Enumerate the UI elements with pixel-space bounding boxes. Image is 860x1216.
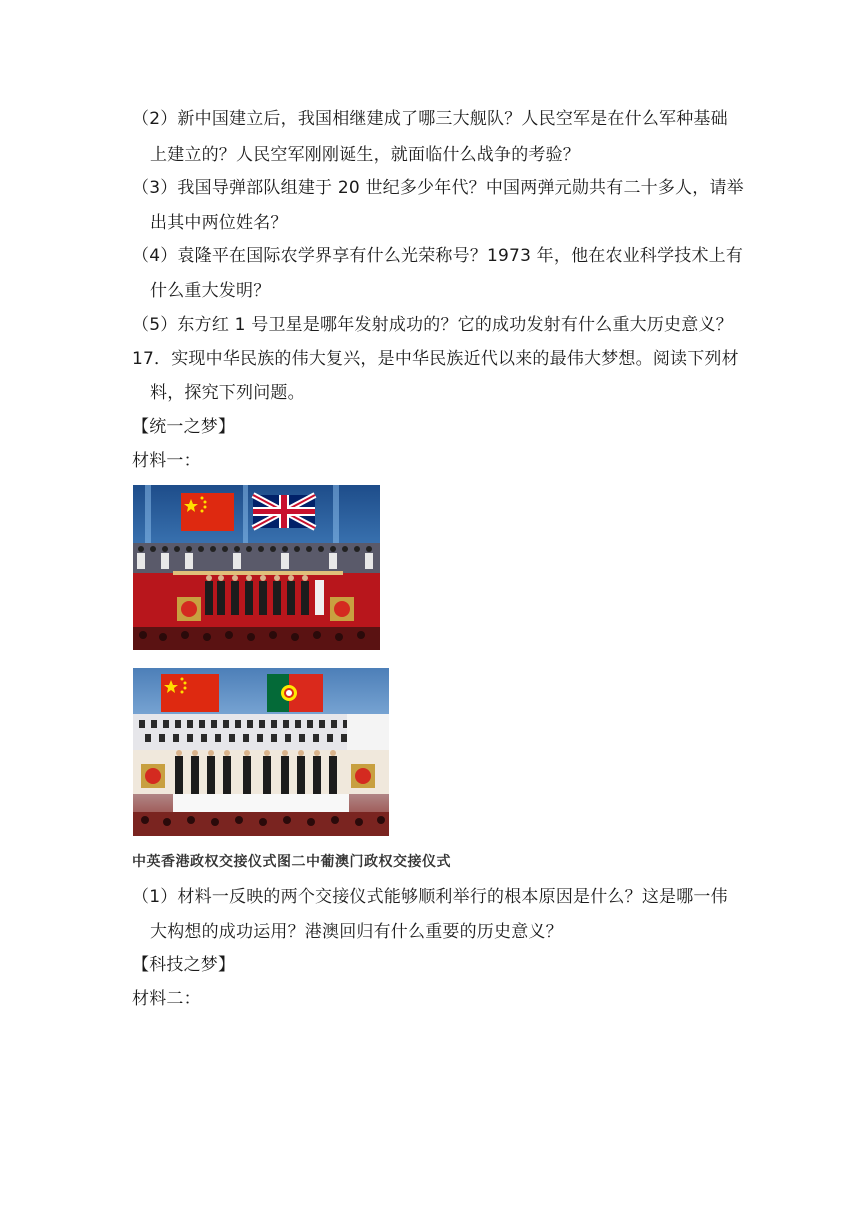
- question-1-line-2: 大构想的成功运用？港澳回归有什么重要的历史意义？: [150, 922, 563, 942]
- figure-caption: 中英香港政权交接仪式图二中葡澳门政权交接仪式: [132, 854, 451, 870]
- question-4-line-1: （4）袁隆平在国际农学界享有什么光荣称号？1973 年，他在农业科学技术上有: [132, 246, 744, 266]
- question-2-line-2: 上建立的？人民空军刚刚诞生，就面临什么战争的考验？: [150, 145, 580, 165]
- section-heading-unity: 【统一之梦】: [132, 417, 236, 437]
- question-2-line-1: （2）新中国建立后，我国相继建成了哪三大舰队？人民空军是在什么军种基础: [132, 109, 728, 129]
- hong-kong-handover-photo: [133, 485, 380, 650]
- portugal-flag-icon: [267, 674, 323, 712]
- question-17-line-1: 17．实现中华民族的伟大复兴，是中华民族近代以来的最伟大梦想。阅读下列材: [132, 349, 739, 369]
- material-two-label: 材料二：: [132, 989, 201, 1009]
- question-3-line-1: （3）我国导弹部队组建于 20 世纪多少年代？中国两弹元勋共有二十多人，请举: [132, 178, 744, 198]
- material-one-label: 材料一：: [132, 451, 201, 471]
- question-5-line-1: （5）东方红 1 号卫星是哪年发射成功的？它的成功发射有什么重大历史意义？: [132, 315, 733, 335]
- question-3-line-2: 出其中两位姓名？: [150, 213, 288, 233]
- macau-handover-photo: [133, 668, 389, 836]
- question-4-line-2: 什么重大发明？: [150, 281, 271, 301]
- question-17-line-2: 料，探究下列问题。: [150, 383, 305, 403]
- uk-flag-icon: [253, 495, 315, 528]
- china-flag-icon: [181, 493, 234, 531]
- china-flag-icon: [161, 674, 219, 712]
- question-1-line-1: （1）材料一反映的两个交接仪式能够顺利举行的根本原因是什么？这是哪一伟: [132, 887, 728, 907]
- section-heading-tech: 【科技之梦】: [132, 955, 236, 975]
